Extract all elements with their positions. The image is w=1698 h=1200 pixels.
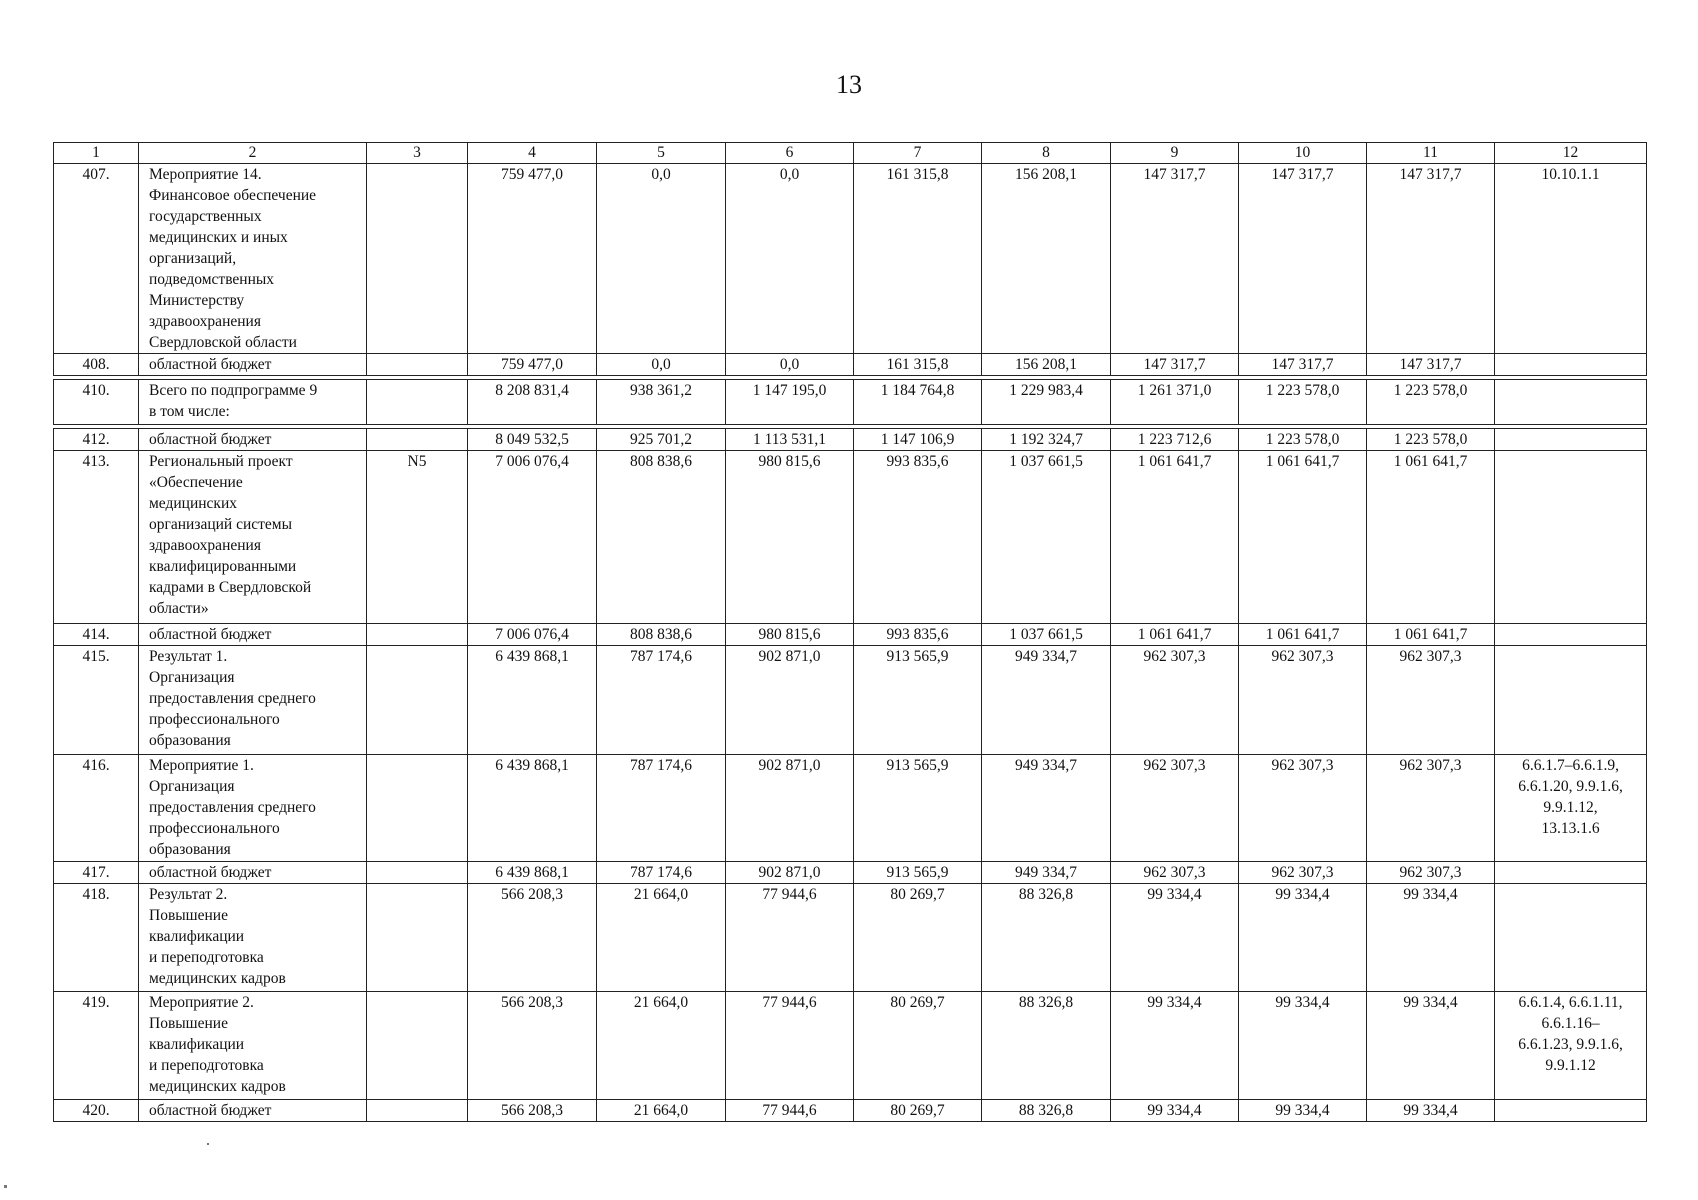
row-name: областной бюджет	[139, 862, 367, 884]
row-value: 147 317,7	[1239, 164, 1367, 354]
row-number: 420.	[54, 1100, 139, 1122]
row-value: 913 565,9	[854, 646, 982, 755]
column-header: 12	[1495, 143, 1647, 164]
row-value: 88 326,8	[982, 992, 1111, 1100]
row-target-ref	[1495, 429, 1647, 451]
row-value: 808 838,6	[597, 451, 726, 624]
row-name: областной бюджет	[139, 1100, 367, 1122]
column-header: 11	[1367, 143, 1495, 164]
row-value: 7 006 076,4	[468, 624, 597, 646]
row-value: 80 269,7	[854, 992, 982, 1100]
budget-table	[53, 142, 1647, 1122]
table-row	[54, 992, 1647, 1100]
row-value: 156 208,1	[982, 354, 1111, 376]
row-value: 21 664,0	[597, 1100, 726, 1122]
row-name: Мероприятие 2. Повышение квалификации и переподготовка медицинских кадров	[139, 992, 367, 1100]
row-value: 759 477,0	[468, 164, 597, 354]
row-value: 88 326,8	[982, 884, 1111, 992]
row-value: 147 317,7	[1367, 354, 1495, 376]
row-target-ref: 6.6.1.4, 6.6.1.11, 6.6.1.16– 6.6.1.23, 9.9.1.6, 9.9.1.12	[1495, 992, 1647, 1100]
table-row	[54, 862, 1647, 884]
column-header: 7	[854, 143, 982, 164]
row-code	[367, 884, 468, 992]
row-value: 902 871,0	[726, 646, 854, 755]
row-value: 962 307,3	[1239, 755, 1367, 862]
row-number: 415.	[54, 646, 139, 755]
row-value: 1 192 324,7	[982, 429, 1111, 451]
row-value: 980 815,6	[726, 624, 854, 646]
row-value: 962 307,3	[1239, 646, 1367, 755]
row-value: 156 208,1	[982, 164, 1111, 354]
row-value: 8 049 532,5	[468, 429, 597, 451]
row-value: 1 113 531,1	[726, 429, 854, 451]
row-value: 1 061 641,7	[1367, 451, 1495, 624]
column-number-row	[54, 143, 1647, 164]
column-header: 5	[597, 143, 726, 164]
row-value: 99 334,4	[1367, 884, 1495, 992]
row-value: 1 061 641,7	[1367, 624, 1495, 646]
row-value: 1 223 712,6	[1111, 429, 1239, 451]
row-value: 21 664,0	[597, 992, 726, 1100]
row-name: Региональный проект «Обеспечение медицинских организаций системы здравоохранения квалифицированными кадрами в Свердловской области»	[139, 451, 367, 624]
row-value: 913 565,9	[854, 755, 982, 862]
row-value: 902 871,0	[726, 755, 854, 862]
table-row	[54, 755, 1647, 862]
row-code	[367, 755, 468, 862]
column-header: 2	[139, 143, 367, 164]
row-number: 407.	[54, 164, 139, 354]
table-row	[54, 624, 1647, 646]
row-value: 147 317,7	[1111, 164, 1239, 354]
row-value: 77 944,6	[726, 992, 854, 1100]
column-header: 3	[367, 143, 468, 164]
table-row	[54, 164, 1647, 354]
row-code	[367, 1100, 468, 1122]
row-code	[367, 862, 468, 884]
row-value: 1 229 983,4	[982, 380, 1111, 425]
row-value: 962 307,3	[1111, 862, 1239, 884]
page-number: 13	[836, 70, 862, 99]
row-code	[367, 992, 468, 1100]
row-value: 99 334,4	[1111, 1100, 1239, 1122]
row-value: 99 334,4	[1367, 992, 1495, 1100]
row-target-ref: 10.10.1.1	[1495, 164, 1647, 354]
row-value: 7 006 076,4	[468, 451, 597, 624]
row-target-ref	[1495, 354, 1647, 376]
row-value: 962 307,3	[1239, 862, 1367, 884]
row-value: 913 565,9	[854, 862, 982, 884]
row-value: 1 061 641,7	[1111, 451, 1239, 624]
column-header: 10	[1239, 143, 1367, 164]
row-value: 99 334,4	[1111, 884, 1239, 992]
row-value: 993 835,6	[854, 624, 982, 646]
row-value: 949 334,7	[982, 646, 1111, 755]
column-header: 9	[1111, 143, 1239, 164]
row-value: 566 208,3	[468, 884, 597, 992]
row-value: 6 439 868,1	[468, 862, 597, 884]
row-value: 962 307,3	[1111, 646, 1239, 755]
row-value: 759 477,0	[468, 354, 597, 376]
row-code	[367, 380, 468, 425]
table-row	[54, 354, 1647, 376]
row-value: 147 317,7	[1367, 164, 1495, 354]
row-value: 566 208,3	[468, 992, 597, 1100]
row-value: 88 326,8	[982, 1100, 1111, 1122]
row-value: 1 261 371,0	[1111, 380, 1239, 425]
row-number: 418.	[54, 884, 139, 992]
row-value: 787 174,6	[597, 862, 726, 884]
row-name: Результат 2. Повышение квалификации и переподготовка медицинских кадров	[139, 884, 367, 992]
row-code	[367, 354, 468, 376]
row-value: 962 307,3	[1367, 755, 1495, 862]
row-value: 808 838,6	[597, 624, 726, 646]
row-value: 980 815,6	[726, 451, 854, 624]
column-header: 1	[54, 143, 139, 164]
table-row	[54, 380, 1647, 425]
table-row	[54, 429, 1647, 451]
row-value: 80 269,7	[854, 1100, 982, 1122]
row-value: 99 334,4	[1367, 1100, 1495, 1122]
row-number: 408.	[54, 354, 139, 376]
row-name: областной бюджет	[139, 624, 367, 646]
row-name: Всего по подпрограмме 9 в том числе:	[139, 380, 367, 425]
row-value: 6 439 868,1	[468, 646, 597, 755]
row-target-ref	[1495, 624, 1647, 646]
row-code	[367, 164, 468, 354]
row-value: 8 208 831,4	[468, 380, 597, 425]
row-name: Мероприятие 1. Организация предоставления среднего профессионального образования	[139, 755, 367, 862]
row-target-ref	[1495, 646, 1647, 755]
row-value: 80 269,7	[854, 884, 982, 992]
row-code	[367, 624, 468, 646]
row-value: 0,0	[726, 164, 854, 354]
row-value: 949 334,7	[982, 862, 1111, 884]
row-value: 1 037 661,5	[982, 624, 1111, 646]
row-value: 77 944,6	[726, 884, 854, 992]
row-value: 1 223 578,0	[1367, 429, 1495, 451]
row-name: Результат 1. Организация предоставления среднего профессионального образования	[139, 646, 367, 755]
row-value: 787 174,6	[597, 755, 726, 862]
column-header: 6	[726, 143, 854, 164]
column-header: 8	[982, 143, 1111, 164]
row-value: 962 307,3	[1111, 755, 1239, 862]
row-value: 0,0	[597, 164, 726, 354]
row-value: 99 334,4	[1239, 884, 1367, 992]
row-value: 1 223 578,0	[1239, 380, 1367, 425]
row-code	[367, 646, 468, 755]
row-value: 99 334,4	[1111, 992, 1239, 1100]
row-value: 0,0	[597, 354, 726, 376]
row-target-ref: 6.6.1.7–6.6.1.9, 6.6.1.20, 9.9.1.6, 9.9.1.12, 13.13.1.6	[1495, 755, 1647, 862]
table-row	[54, 1100, 1647, 1122]
row-value: 1 147 106,9	[854, 429, 982, 451]
row-name: областной бюджет	[139, 354, 367, 376]
row-value: 1 223 578,0	[1239, 429, 1367, 451]
row-target-ref	[1495, 380, 1647, 425]
scan-speck	[207, 1143, 209, 1145]
row-value: 77 944,6	[726, 1100, 854, 1122]
row-value: 1 147 195,0	[726, 380, 854, 425]
row-value: 962 307,3	[1367, 862, 1495, 884]
row-value: 1 061 641,7	[1239, 624, 1367, 646]
row-value: 1 061 641,7	[1111, 624, 1239, 646]
row-value: 787 174,6	[597, 646, 726, 755]
row-value: 1 184 764,8	[854, 380, 982, 425]
row-target-ref	[1495, 884, 1647, 992]
row-value: 949 334,7	[982, 755, 1111, 862]
row-value: 925 701,2	[597, 429, 726, 451]
table-row	[54, 451, 1647, 624]
row-number: 419.	[54, 992, 139, 1100]
row-number: 416.	[54, 755, 139, 862]
row-number: 413.	[54, 451, 139, 624]
row-target-ref	[1495, 862, 1647, 884]
row-value: 938 361,2	[597, 380, 726, 425]
row-number: 410.	[54, 380, 139, 425]
row-value: 566 208,3	[468, 1100, 597, 1122]
row-value: 161 315,8	[854, 354, 982, 376]
row-value: 99 334,4	[1239, 1100, 1367, 1122]
row-code	[367, 429, 468, 451]
row-code: N5	[367, 451, 468, 624]
row-number: 414.	[54, 624, 139, 646]
table-row	[54, 884, 1647, 992]
row-target-ref	[1495, 451, 1647, 624]
row-name: областной бюджет	[139, 429, 367, 451]
row-number: 417.	[54, 862, 139, 884]
row-value: 1 223 578,0	[1367, 380, 1495, 425]
row-value: 993 835,6	[854, 451, 982, 624]
row-name: Мероприятие 14. Финансовое обеспечение государственных медицинских и иных организаций, подведомственных Министерству здравоохранения Свердловской области	[139, 164, 367, 354]
row-value: 0,0	[726, 354, 854, 376]
row-value: 962 307,3	[1367, 646, 1495, 755]
row-value: 6 439 868,1	[468, 755, 597, 862]
row-target-ref	[1495, 1100, 1647, 1122]
row-value: 99 334,4	[1239, 992, 1367, 1100]
row-value: 147 317,7	[1111, 354, 1239, 376]
row-value: 1 037 661,5	[982, 451, 1111, 624]
column-header: 4	[468, 143, 597, 164]
row-number: 412.	[54, 429, 139, 451]
row-value: 902 871,0	[726, 862, 854, 884]
row-value: 161 315,8	[854, 164, 982, 354]
row-value: 1 061 641,7	[1239, 451, 1367, 624]
row-value: 21 664,0	[597, 884, 726, 992]
scan-speck	[4, 1185, 7, 1188]
table-row	[54, 646, 1647, 755]
row-value: 147 317,7	[1239, 354, 1367, 376]
